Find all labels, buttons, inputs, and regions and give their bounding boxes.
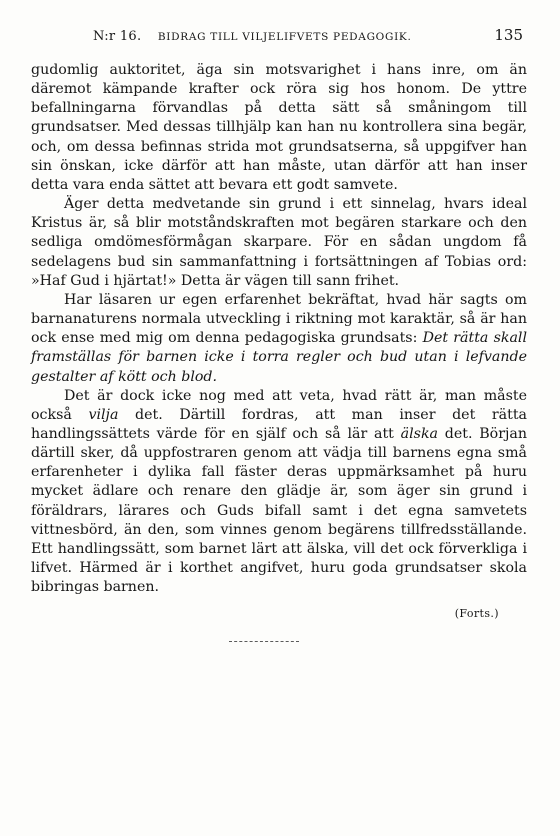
running-head bbox=[31, 26, 527, 48]
closing-rule bbox=[229, 641, 299, 642]
emphasized-text: älska bbox=[400, 425, 439, 442]
paragraph-text: Äger detta medvetande sin grund i ett sinnelag, hvars ideal Kristus är, så blir motståndskraften mot begären starkare och den sedliga omdömesförmågan skarpare. För en sådan ungdom få sedelagens bud sin sammanfattning i fortsättningen af Tobias ord: »Haf Gud i hjärtat!» Detta är vägen till sann frihet. bbox=[31, 196, 527, 289]
paragraph-text: det. Början därtill sker, då uppfostraren genom att vädja till barnens egna små erfarenheter i dylika fall fäster deras uppmärksamhet på huru mycket ädlare och renare den glädje är, som äger sin grund i föräldrars, lärares och Guds bifall samt i det egna samvetets vittnesbörd, än den, som vinnes genom begärens tillfredsställande. Ett handlingssätt, som barnet lärt att älska, vill det ock förverkliga i lifvet. Härmed är i korthet angifvet, huru goda grundsatser skola bibringas barnen. bbox=[31, 425, 527, 596]
paragraph bbox=[31, 291, 527, 387]
paragraph bbox=[31, 195, 527, 291]
emphasized-text: vilja bbox=[88, 406, 119, 423]
paragraph-text: det. Därtill fordras, att man inser det rätta handlingssättets värde för en själf och så lär att bbox=[31, 406, 527, 442]
page bbox=[31, 26, 527, 642]
paragraph bbox=[31, 61, 527, 195]
paragraph bbox=[31, 387, 527, 598]
running-head-left bbox=[93, 29, 412, 44]
running-title: BIDRAG TILL VILJELIFVETS PEDAGOGIK. bbox=[157, 31, 412, 43]
issue-number: N:r 16. bbox=[93, 29, 142, 44]
emphasized-text: Det rätta skall framställas för barnen icke i torra regler och bud utan i lefvande gestalter af kött och blod. bbox=[31, 330, 527, 385]
paragraph-text: Det är dock icke nog med att veta, hvad rätt är, man måste också bbox=[31, 387, 527, 423]
page-number: 135 bbox=[494, 26, 523, 44]
body-text bbox=[31, 61, 527, 597]
paragraph-text: Har läsaren ur egen erfarenhet bekräftat, hvad här sagts om barnanaturens normala utveckling i riktning mot karaktär, så är han ock ense med mig om denna pedagogiska grundsats: bbox=[31, 291, 527, 347]
continuation-note: (Forts.) bbox=[454, 607, 499, 621]
paragraph-text: gudomlig auktoritet, äga sin motsvarighet i hans inre, om än däremot kämpande krafter ock röra sig hos honom. De yttre befallningarna förvandlas på detta sätt så småningom till grundsatser. Med dessas tillhjälp kan han nu kontrollera sina begär, och, om dessa befinnas strida mot grundsatserna, så uppgifver han sin önskan, icke därför att han måste, utan därför att han inser detta vara enda sättet att bevara ett godt samvete. bbox=[31, 62, 527, 193]
